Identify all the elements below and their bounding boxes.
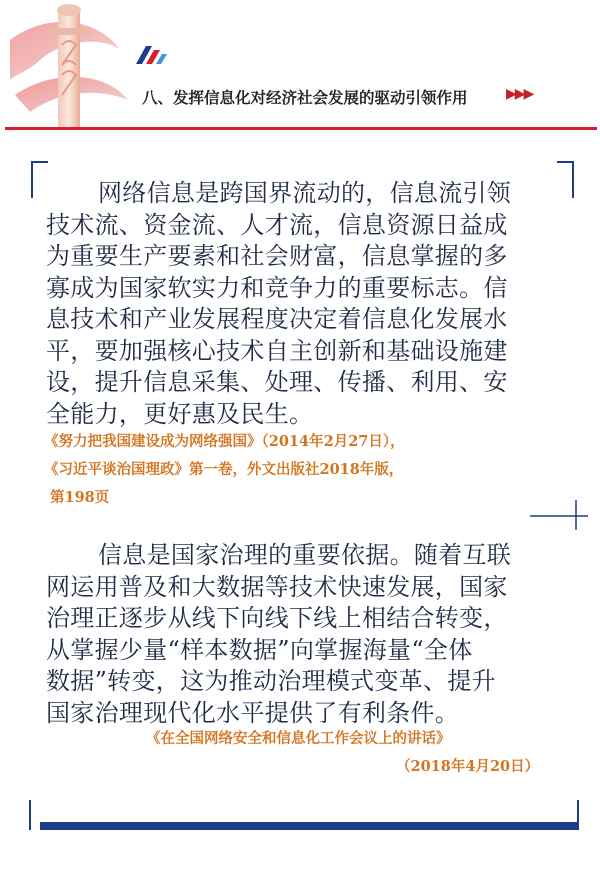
huabiao-pillar-icon: [10, 0, 130, 130]
quote-2-source-line: 《在全国网络安全和信息化工作会议上的讲话》: [146, 730, 451, 747]
bottom-bar-left: [40, 822, 85, 830]
quote-2-source-line: （2018年4月20日）: [396, 758, 540, 775]
quote-2-line: 数据”转变，这为推动治理模式变革、提升: [46, 667, 496, 695]
section-title: 八、发挥信息化对经济社会发展的驱动引领作用: [142, 89, 468, 107]
quote-1-source-line: 《努力把我国建设成为网络强国》（2014年2月27日），: [44, 433, 405, 450]
quote-2-line: 信息是国家治理的重要依据。随着互联: [98, 541, 512, 569]
quote-2-line: 从掌握少量“样本数据”向掌握海量“全体: [46, 635, 473, 664]
quote-1-line: 网络信息是跨国界流动的，信息流引领: [98, 179, 512, 207]
mid-right-cross-icon: [528, 498, 590, 532]
quote-1-line: 全能力，更好惠及民生。: [46, 399, 314, 428]
bottom-bar: [85, 822, 577, 830]
arrows-icon: ▶▶▶: [506, 86, 533, 102]
quote-2-text: [46, 540, 586, 729]
quote-2-line: 国家治理现代化水平提供了有利条件。: [46, 698, 460, 727]
quote-1-line: 为重要生产要素和社会财富，信息掌握的多: [46, 242, 508, 270]
header-divider: [5, 127, 597, 130]
quote-1-line: 寡成为国家软实力和竞争力的重要标志。信: [46, 273, 508, 302]
quote-1-source-line: 第198页: [50, 489, 110, 506]
header: [0, 0, 600, 135]
quote-1-line: 技术流、资金流、人才流，信息资源日益成: [46, 210, 508, 239]
quote-2-line: 治理正逐步从线下向线下线上相结合转变，: [46, 604, 508, 632]
quote-1-line: 设，提升信息采集、处理、传播、利用、安: [46, 368, 508, 396]
quote-1-line: 息技术和产业发展程度决定着信息化发展水: [46, 305, 508, 333]
quote-1-line: 平，要加强核心技术自主创新和基础设施建: [46, 336, 508, 365]
quote-1-source-line: 《习近平谈治国理政》第一卷，外文出版社2018年版，: [44, 461, 404, 478]
quote-2-line: 网运用普及和大数据等技术快速发展，国家: [46, 572, 508, 601]
quote-1-text: [46, 178, 586, 430]
brand-logo-icon: [132, 42, 172, 72]
